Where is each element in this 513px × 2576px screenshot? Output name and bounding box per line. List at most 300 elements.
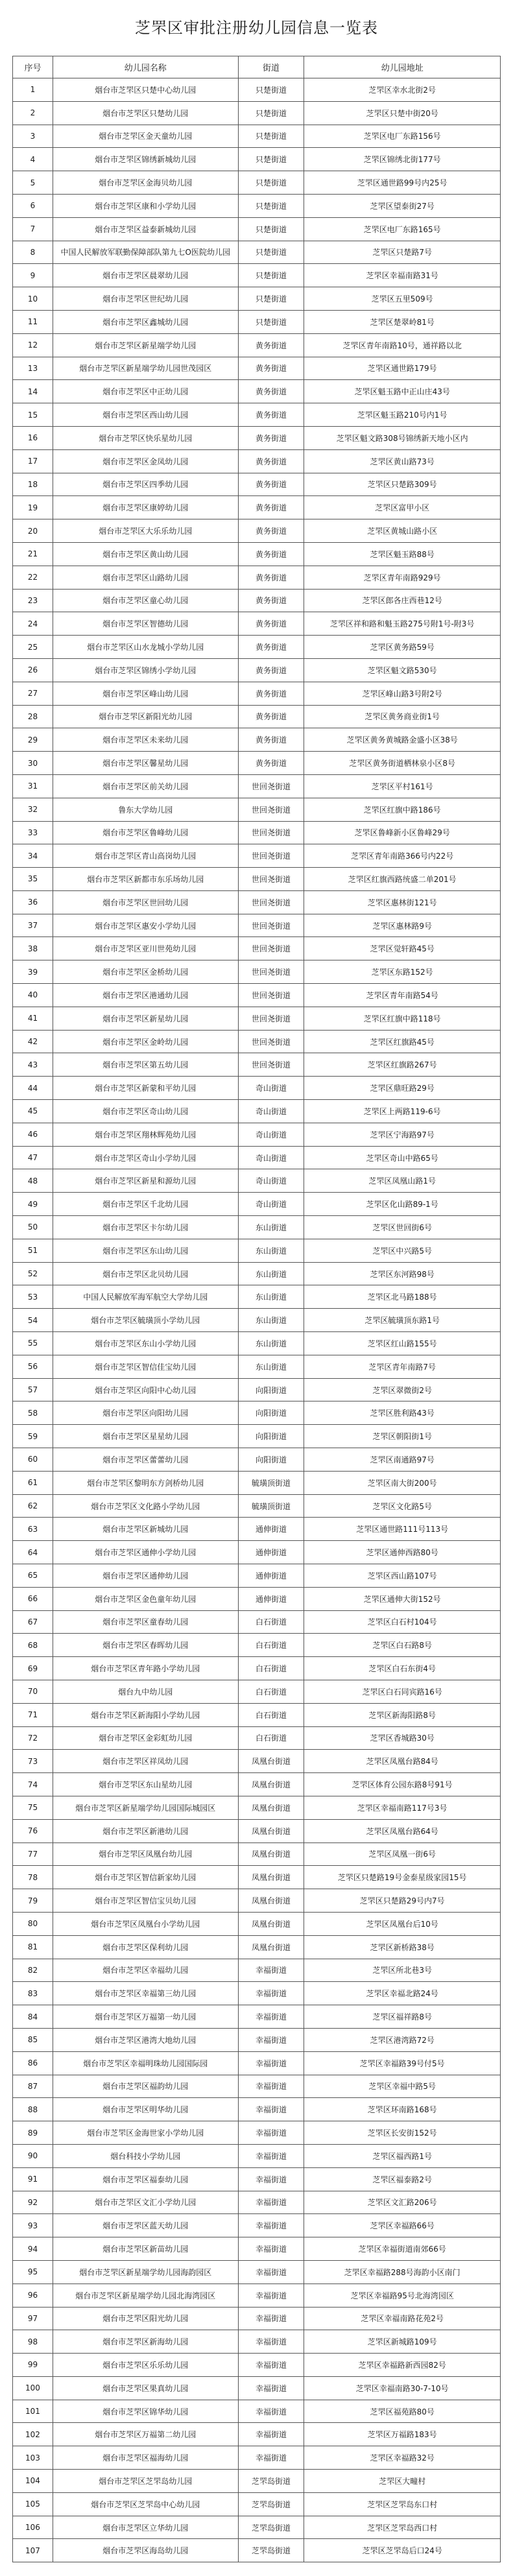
kindergarten-name: 烟台市芝罘区亚川世苑幼儿园: [53, 937, 239, 960]
kindergarten-address: 芝罘区芝罘岛西口村: [304, 2516, 501, 2540]
kindergarten-name: 烟台市芝罘区新城幼儿园: [53, 1518, 239, 1541]
row-number: 96: [13, 2284, 53, 2308]
kindergarten-address: 芝罘区黄城山路小区: [304, 519, 501, 543]
row-number: 31: [13, 775, 53, 798]
row-number: 13: [13, 357, 53, 381]
row-number: 67: [13, 1611, 53, 1634]
row-number: 28: [13, 706, 53, 729]
kindergarten-name: 烟台市芝罘区四季幼儿园: [53, 473, 239, 497]
table-row: [13, 1425, 501, 1448]
table-row: [13, 1147, 501, 1170]
street-name: 幸福街道: [239, 2308, 305, 2331]
kindergarten-name: 烟台市芝罘区金彩虹幼儿园: [53, 1727, 239, 1750]
kindergarten-name: 烟台市芝罘区新星幼儿园: [53, 1007, 239, 1031]
table-row: [13, 636, 501, 659]
row-number: 79: [13, 1889, 53, 1913]
table-row: [13, 1053, 501, 1077]
kindergarten-address: 芝罘区黄山路73号: [304, 450, 501, 473]
kindergarten-address: 芝罘区白石村104号: [304, 1611, 501, 1634]
table-row: [13, 1007, 501, 1031]
table-row: [13, 822, 501, 845]
kindergarten-name: 烟台市芝罘区金海贝幼儿园: [53, 171, 239, 195]
kindergarten-name: 烟台市芝罘区向阳中心幼儿园: [53, 1379, 239, 1402]
kindergarten-address: 芝罘区翠微街2号: [304, 1379, 501, 1402]
table-row: [13, 1727, 501, 1750]
street-name: 奇山街道: [239, 1077, 305, 1100]
street-name: 奇山街道: [239, 1193, 305, 1216]
table-row: [13, 1982, 501, 2005]
table-row: [13, 775, 501, 798]
kindergarten-address: 芝罘区只楚路19号金泰星级家园15号: [304, 1866, 501, 1889]
table-row: [13, 125, 501, 149]
kindergarten-address: 芝罘区幸福南路117号3号: [304, 1796, 501, 1820]
kindergarten-name: 烟台市芝罘区文化路小学幼儿园: [53, 1495, 239, 1518]
kindergarten-name: 烟台市芝罘区黄山幼儿园: [53, 543, 239, 566]
kindergarten-name: 烟台市芝罘区幸福第三幼儿园: [53, 1982, 239, 2005]
street-name: 幸福街道: [239, 2354, 305, 2377]
kindergarten-name: 烟台市芝罘区新星端学幼儿园世茂园区: [53, 357, 239, 381]
row-number: 10: [13, 287, 53, 311]
kindergarten-name: 烟台市芝罘区新星端学幼儿园北海湾园区: [53, 2284, 239, 2308]
row-number: 49: [13, 1193, 53, 1216]
row-number: 66: [13, 1588, 53, 1611]
row-number: 30: [13, 752, 53, 775]
table-row: [13, 2145, 501, 2168]
table-row: [13, 2121, 501, 2145]
kindergarten-address: 芝罘区新海阳路8号: [304, 1704, 501, 1727]
table-row: [13, 752, 501, 775]
kindergarten-name: 烟台市芝罘区毓璜顶小学幼儿园: [53, 1309, 239, 1332]
kindergarten-name: 烟台市芝罘区晨翠幼儿园: [53, 264, 239, 287]
kindergarten-name: 烟台市芝罘区鑫城幼儿园: [53, 311, 239, 334]
table-row: [13, 543, 501, 566]
kindergarten-address: 芝罘区通伸西路80号: [304, 1541, 501, 1564]
kindergarten-address: 芝罘区香城路30号: [304, 1727, 501, 1750]
kindergarten-address: 芝罘区黄务街道栖林泉小区8号: [304, 752, 501, 775]
kindergarten-name: 烟台市芝罘区千北幼儿园: [53, 1193, 239, 1216]
kindergarten-name: 烟台市芝罘区锦绣新城幼儿园: [53, 148, 239, 171]
kindergarten-name: 烟台市芝罘区卡尔幼儿园: [53, 1216, 239, 1239]
street-name: 凤凰台街道: [239, 1936, 305, 1959]
kindergarten-name: 烟台市芝罘区东山星幼儿园: [53, 1773, 239, 1796]
table-row: [13, 171, 501, 195]
kindergarten-address: 芝罘区朝阳街1号: [304, 1425, 501, 1448]
table-row: [13, 195, 501, 218]
row-number: 44: [13, 1077, 53, 1100]
street-name: 黄务街道: [239, 636, 305, 659]
street-name: 只楚街道: [239, 264, 305, 287]
row-number: 69: [13, 1657, 53, 1680]
kindergarten-address: 芝罘区白石东街4号: [304, 1657, 501, 1680]
kindergarten-address: 芝罘区北马路188号: [304, 1285, 501, 1309]
kindergarten-address: 芝罘区毓璜顶东路1号: [304, 1309, 501, 1332]
table-row: [13, 1750, 501, 1773]
row-number: 8: [13, 241, 53, 265]
table-row: [13, 2075, 501, 2099]
street-name: 幸福街道: [239, 2261, 305, 2284]
street-name: 黄务街道: [239, 427, 305, 450]
kindergarten-name: 烟台市芝罘区祥凤幼儿园: [53, 1750, 239, 1773]
row-number: 40: [13, 984, 53, 1007]
kindergarten-name: 烟台市芝罘区金凤幼儿园: [53, 450, 239, 473]
kindergarten-address: 芝罘区红旗路45号: [304, 1031, 501, 1054]
table-row: [13, 1704, 501, 1727]
kindergarten-address: 芝罘区惠林街121号: [304, 891, 501, 914]
kindergarten-address: 芝罘区黄务路59号: [304, 636, 501, 659]
kindergarten-address: 芝罘区电厂东路156号: [304, 125, 501, 149]
kindergarten-name: 烟台市芝罘区新星端学幼儿园: [53, 334, 239, 357]
street-name: 只楚街道: [239, 241, 305, 265]
street-name: 通伸街道: [239, 1564, 305, 1588]
kindergarten-name: 烟台市芝罘区世回幼儿园: [53, 891, 239, 914]
table-row: [13, 659, 501, 682]
table-row: [13, 612, 501, 636]
row-number: 36: [13, 891, 53, 914]
street-name: 黄务街道: [239, 357, 305, 381]
street-name: 芝罘岛街道: [239, 2516, 305, 2540]
table-row: [13, 1495, 501, 1518]
street-name: 凤凰台街道: [239, 1889, 305, 1913]
table-row: [13, 519, 501, 543]
kindergarten-address: 芝罘区峰山路3号附2号: [304, 682, 501, 706]
row-number: 24: [13, 612, 53, 636]
table-row: [13, 78, 501, 102]
kindergarten-address: 芝罘区福祥路8号: [304, 2005, 501, 2029]
kindergarten-address: 芝罘区大疃村: [304, 2470, 501, 2493]
kindergarten-address: 芝罘区青年南路10号，通祥路以北: [304, 334, 501, 357]
street-name: 奇山街道: [239, 1169, 305, 1193]
kindergarten-address: 芝罘区通世路99号内25号: [304, 171, 501, 195]
table-row: [13, 1355, 501, 1379]
table-row: [13, 450, 501, 473]
street-name: 幸福街道: [239, 2145, 305, 2168]
kindergarten-name: 烟台市芝罘区新星端学幼儿园海韵园区: [53, 2261, 239, 2284]
kindergarten-name: 烟台市芝罘区惠安小学幼儿园: [53, 914, 239, 938]
row-number: 61: [13, 1472, 53, 1495]
kindergarten-name: 烟台市芝罘区新星端学幼儿园国际城园区: [53, 1796, 239, 1820]
kindergarten-name: 烟台市芝罘区新阳光幼儿园: [53, 706, 239, 729]
kindergarten-name: 烟台市芝罘区快乐星幼儿园: [53, 427, 239, 450]
kindergarten-name: 烟台市芝罘区北贝幼儿园: [53, 1263, 239, 1286]
kindergarten-address: 芝罘区幸福南路30-7-10号: [304, 2377, 501, 2400]
row-number: 90: [13, 2145, 53, 2168]
kindergarten-address: 芝罘区新桥路38号: [304, 1936, 501, 1959]
street-name: 凤凰台街道: [239, 1750, 305, 1773]
street-name: 幸福街道: [239, 2377, 305, 2400]
street-name: 向阳街道: [239, 1448, 305, 1472]
kindergarten-address: 芝罘区东路152号: [304, 960, 501, 984]
kindergarten-name: 烟台市芝罘区锦华幼儿园: [53, 2400, 239, 2424]
kindergarten-name: 烟台市芝罘区福韵幼儿园: [53, 2075, 239, 2099]
table-row: [13, 984, 501, 1007]
row-number: 14: [13, 380, 53, 403]
row-number: 80: [13, 1913, 53, 1936]
kindergarten-address: 芝罘区只楚路29号内7号: [304, 1889, 501, 1913]
row-number: 57: [13, 1379, 53, 1402]
table-row: [13, 2261, 501, 2284]
kindergarten-address: 芝罘区宁海路97号: [304, 1123, 501, 1147]
row-number: 3: [13, 125, 53, 149]
kindergarten-address: 芝罘区白石同宾路16号: [304, 1680, 501, 1704]
street-name: 通伸街道: [239, 1588, 305, 1611]
kindergarten-address: 芝罘区只楚中街20号: [304, 102, 501, 125]
kindergarten-name: 烟台市芝罘区金天童幼儿园: [53, 125, 239, 149]
street-name: 向阳街道: [239, 1379, 305, 1402]
table-row: [13, 2493, 501, 2516]
street-name: 只楚街道: [239, 125, 305, 149]
row-number: 33: [13, 822, 53, 845]
kindergarten-name: 烟台市芝罘区港湾大地幼儿园: [53, 2029, 239, 2052]
street-name: 东山街道: [239, 1239, 305, 1263]
table-row: [13, 868, 501, 891]
kindergarten-address: 芝罘区奇山中路65号: [304, 1147, 501, 1170]
kindergarten-name: 烟台市芝罘区芝罘岛幼儿园: [53, 2470, 239, 2493]
table-row: [13, 287, 501, 311]
street-name: 毓璜顶街道: [239, 1495, 305, 1518]
row-number: 97: [13, 2308, 53, 2331]
kindergarten-address: 芝罘区青年南路7号: [304, 1355, 501, 1379]
street-name: 白石街道: [239, 1727, 305, 1750]
kindergarten-name: 烟台市芝罘区新都市东乐场幼儿园: [53, 868, 239, 891]
table-row: [13, 2214, 501, 2237]
table-row: [13, 102, 501, 125]
street-name: 通伸街道: [239, 1518, 305, 1541]
kindergarten-address: 芝罘区郎各庄西巷12号: [304, 590, 501, 613]
row-number: 107: [13, 2539, 53, 2562]
kindergarten-name: 烟台市芝罘区立华幼儿园: [53, 2516, 239, 2540]
header-address: 幼儿园地址: [304, 56, 501, 78]
row-number: 76: [13, 1820, 53, 1843]
table-row: [13, 148, 501, 171]
kindergarten-name: 烟台市芝罘区童春幼儿园: [53, 1611, 239, 1634]
kindergarten-address: 芝罘区魁玉路88号: [304, 543, 501, 566]
street-name: 世回尧街道: [239, 937, 305, 960]
kindergarten-name: 烟台市芝罘区金海世家小学幼儿园: [53, 2121, 239, 2145]
row-number: 72: [13, 1727, 53, 1750]
street-name: 芝罘岛街道: [239, 2539, 305, 2562]
row-number: 23: [13, 590, 53, 613]
street-name: 白石街道: [239, 1680, 305, 1704]
kindergarten-address: 芝罘区黄务黄城路金盛小区38号: [304, 728, 501, 752]
street-name: 幸福街道: [239, 2191, 305, 2215]
row-number: 11: [13, 311, 53, 334]
kindergarten-name: 烟台市芝罘区智信新家幼儿园: [53, 1866, 239, 1889]
row-number: 89: [13, 2121, 53, 2145]
street-name: 世回尧街道: [239, 891, 305, 914]
kindergarten-name: 中国人民解放军联勤保障部队第九七O医院幼儿园: [53, 241, 239, 265]
kindergarten-address: 芝罘区祥和路和魁玉路275号附1号-附3号: [304, 612, 501, 636]
row-number: 55: [13, 1332, 53, 1355]
row-number: 98: [13, 2330, 53, 2354]
kindergarten-name: 烟台市芝罘区奇山幼儿园: [53, 1100, 239, 1123]
kindergarten-address: 芝罘区幸福南路31号: [304, 264, 501, 287]
kindergarten-name: 烟台市芝罘区金岭幼儿园: [53, 1031, 239, 1054]
row-number: 100: [13, 2377, 53, 2400]
street-name: 世回尧街道: [239, 798, 305, 822]
kindergarten-name: 烟台市芝罘区保利幼儿园: [53, 1936, 239, 1959]
street-name: 凤凰台街道: [239, 1773, 305, 1796]
kindergarten-address: 芝罘区东河路98号: [304, 1263, 501, 1286]
kindergarten-name: 烟台市芝罘区新海阳小学幼儿园: [53, 1704, 239, 1727]
kindergarten-address: 芝罘区新城路109号: [304, 2330, 501, 2354]
kindergarten-address: 芝罘区体育公园东路8号91号: [304, 1773, 501, 1796]
kindergarten-address: 芝罘区福西路1号: [304, 2145, 501, 2168]
kindergarten-name: 烟台市芝罘区未来幼儿园: [53, 728, 239, 752]
table-row: [13, 2470, 501, 2493]
row-number: 63: [13, 1518, 53, 1541]
row-number: 48: [13, 1169, 53, 1193]
table-row: [13, 2237, 501, 2261]
street-name: 凤凰台街道: [239, 1820, 305, 1843]
kindergarten-name: 烟台市芝罘区新蒙和平幼儿园: [53, 1077, 239, 1100]
row-number: 78: [13, 1866, 53, 1889]
table-row: [13, 1588, 501, 1611]
row-number: 7: [13, 218, 53, 241]
street-name: 世回尧街道: [239, 822, 305, 845]
table-row: [13, 590, 501, 613]
row-number: 43: [13, 1053, 53, 1077]
street-name: 幸福街道: [239, 2005, 305, 2029]
street-name: 只楚街道: [239, 78, 305, 102]
kindergarten-name: 烟台市芝罘区童心幼儿园: [53, 590, 239, 613]
kindergarten-address: 芝罘区胜利路43号: [304, 1401, 501, 1425]
kindergarten-address: 芝罘区只楚路309号: [304, 473, 501, 497]
row-number: 73: [13, 1750, 53, 1773]
kindergarten-name: 烟台市芝罘区新星和源幼儿园: [53, 1169, 239, 1193]
table-row: [13, 241, 501, 265]
kindergarten-name: 烟台市芝罘区黎明东方剑桥幼儿园: [53, 1472, 239, 1495]
table-row: [13, 1680, 501, 1704]
street-name: 毓璜顶街道: [239, 1472, 305, 1495]
street-name: 奇山街道: [239, 1147, 305, 1170]
kindergarten-name: 烟台市芝罘区馨星幼儿园: [53, 752, 239, 775]
table-row: [13, 2516, 501, 2540]
kindergarten-name: 烟台市芝罘区世纪幼儿园: [53, 287, 239, 311]
street-name: 幸福街道: [239, 2284, 305, 2308]
row-number: 16: [13, 427, 53, 450]
row-number: 93: [13, 2214, 53, 2237]
table-row: [13, 2539, 501, 2562]
table-row: [13, 380, 501, 403]
kindergarten-address: 芝罘区青年南路929号: [304, 566, 501, 590]
street-name: 世回尧街道: [239, 914, 305, 938]
row-number: 53: [13, 1285, 53, 1309]
table-row: [13, 427, 501, 450]
table-row: [13, 728, 501, 752]
street-name: 幸福街道: [239, 2029, 305, 2052]
street-name: 向阳街道: [239, 1401, 305, 1425]
kindergarten-name: 烟台市芝罘区大乐乐幼儿园: [53, 519, 239, 543]
row-number: 99: [13, 2354, 53, 2377]
kindergarten-address: 芝罘区幸福路32号: [304, 2446, 501, 2470]
row-number: 71: [13, 1704, 53, 1727]
street-name: 世回尧街道: [239, 1053, 305, 1077]
table-row: [13, 2191, 501, 2215]
kindergarten-name: 烟台市芝罘区东山小学幼儿园: [53, 1332, 239, 1355]
street-name: 芝罘岛街道: [239, 2493, 305, 2516]
kindergarten-name: 烟台市芝罘区金桥幼儿园: [53, 960, 239, 984]
street-name: 世回尧街道: [239, 1031, 305, 1054]
kindergarten-address: 芝罘区平村161号: [304, 775, 501, 798]
row-number: 68: [13, 1634, 53, 1657]
street-name: 幸福街道: [239, 2168, 305, 2191]
kindergarten-name: 烟台市芝罘区智信宝贝幼儿园: [53, 1889, 239, 1913]
row-number: 27: [13, 682, 53, 706]
table-row: [13, 1309, 501, 1332]
kindergarten-address: 芝罘区凤凰台路64号: [304, 1820, 501, 1843]
kindergarten-address: 芝罘区所北巷3号: [304, 1959, 501, 1983]
table-row: [13, 1773, 501, 1796]
table-row: [13, 2168, 501, 2191]
kindergarten-name: 烟台市芝罘区青年路小学幼儿园: [53, 1657, 239, 1680]
row-number: 32: [13, 798, 53, 822]
street-name: 奇山街道: [239, 1100, 305, 1123]
table-row: [13, 2446, 501, 2470]
kindergarten-name: 烟台市芝罘区海岛幼儿园: [53, 2539, 239, 2562]
kindergarten-address: 芝罘区魁文路308号锦绣新天地小区内: [304, 427, 501, 450]
row-number: 74: [13, 1773, 53, 1796]
kindergarten-name: 烟台市芝罘区金色童年幼儿园: [53, 1588, 239, 1611]
table-body: [13, 78, 501, 2562]
street-name: 世回尧街道: [239, 1007, 305, 1031]
table-row: [13, 566, 501, 590]
table-row: [13, 1123, 501, 1147]
kindergarten-name: 烟台市芝罘区通伸小学幼儿园: [53, 1541, 239, 1564]
street-name: 白石街道: [239, 1634, 305, 1657]
row-number: 59: [13, 1425, 53, 1448]
table-row: [13, 798, 501, 822]
row-number: 20: [13, 519, 53, 543]
kindergarten-name: 烟台市芝罘区新海幼儿园: [53, 2330, 239, 2354]
street-name: 幸福街道: [239, 2400, 305, 2424]
street-name: 黄务街道: [239, 566, 305, 590]
row-number: 25: [13, 636, 53, 659]
street-name: 幸福街道: [239, 2214, 305, 2237]
kindergarten-address: 芝罘区鲁峰新小区鲁峰29号: [304, 822, 501, 845]
row-number: 46: [13, 1123, 53, 1147]
street-name: 只楚街道: [239, 195, 305, 218]
kindergarten-name: 烟台市芝罘区蓝天幼儿园: [53, 2214, 239, 2237]
row-number: 54: [13, 1309, 53, 1332]
row-number: 38: [13, 937, 53, 960]
kindergarten-address: 芝罘区长安街152号: [304, 2121, 501, 2145]
street-name: 黄务街道: [239, 659, 305, 682]
table-row: [13, 1031, 501, 1054]
kindergarten-name: 烟台市芝罘区凤凰台幼儿园: [53, 1843, 239, 1866]
row-number: 2: [13, 102, 53, 125]
kindergarten-address: 芝罘区幸福中路5号: [304, 2075, 501, 2099]
row-number: 34: [13, 844, 53, 868]
table-row: [13, 1820, 501, 1843]
table-row: [13, 2098, 501, 2121]
table-row: [13, 2354, 501, 2377]
row-number: 18: [13, 473, 53, 497]
kindergarten-address: 芝罘区楚翠岭81号: [304, 311, 501, 334]
kindergarten-name: 烟台市芝罘区乐乐幼儿园: [53, 2354, 239, 2377]
kindergarten-address: 芝罘区幸福路288号海韵小区南门: [304, 2261, 501, 2284]
table-row: [13, 2005, 501, 2029]
row-number: 5: [13, 171, 53, 195]
header-number: 序号: [13, 56, 53, 78]
row-number: 83: [13, 1982, 53, 2005]
table-row: [13, 1959, 501, 1983]
kindergarten-address: 芝罘区觉轩路45号: [304, 937, 501, 960]
street-name: 幸福街道: [239, 1959, 305, 1983]
kindergarten-name: 烟台市芝罘区新苗幼儿园: [53, 2237, 239, 2261]
kindergarten-name: 烟台市芝罘区东山幼儿园: [53, 1239, 239, 1263]
table-row: [13, 1472, 501, 1495]
table-row: [13, 2377, 501, 2400]
